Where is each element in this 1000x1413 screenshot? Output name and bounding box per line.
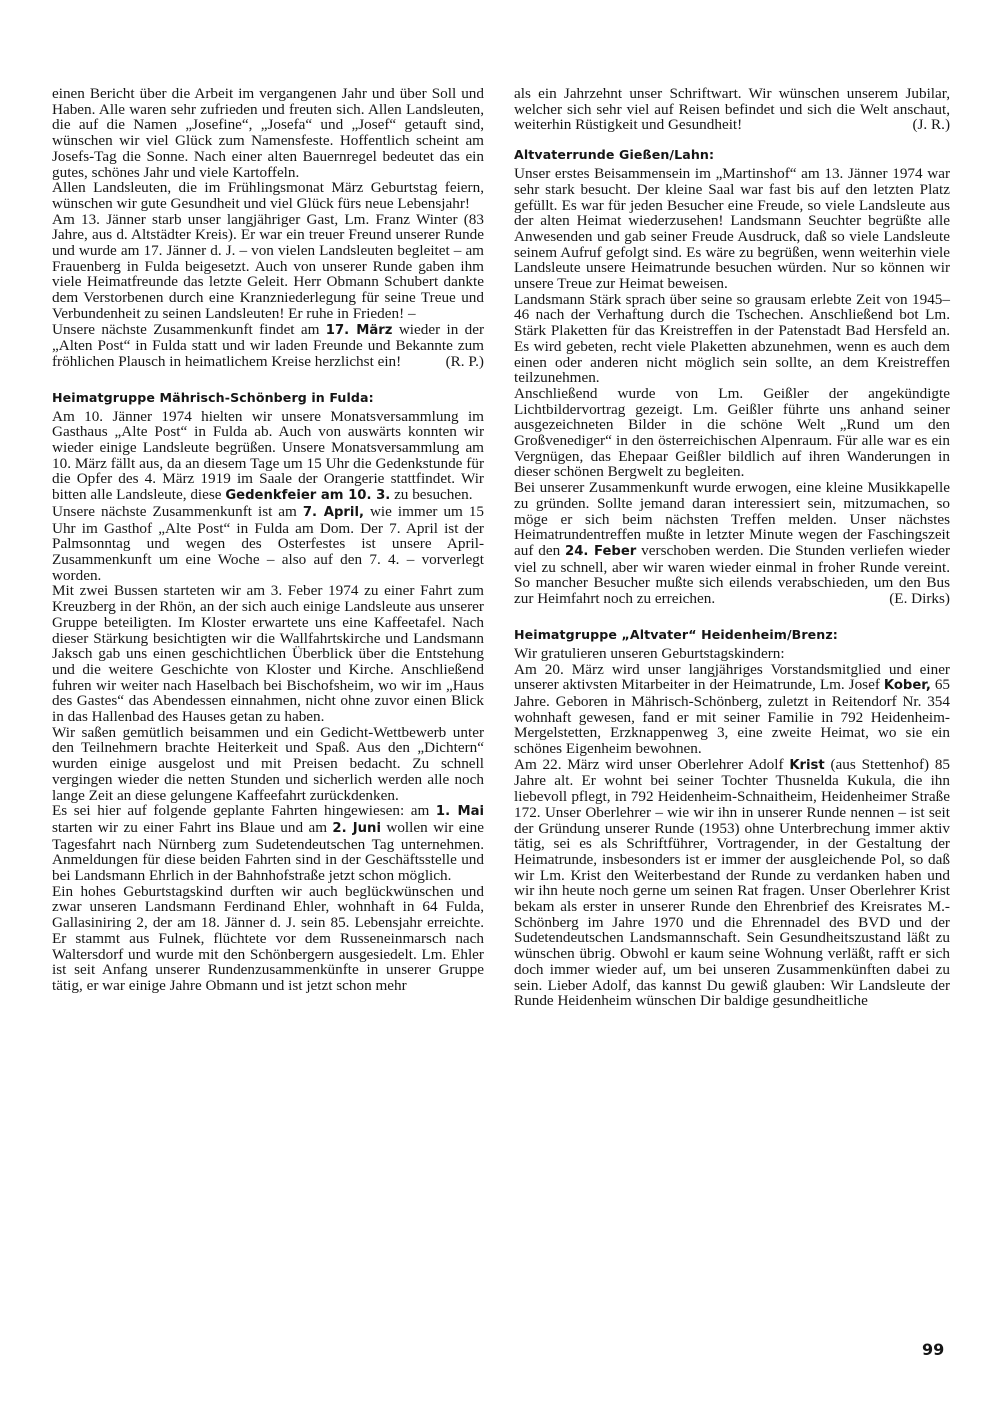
heidenheim-paragraph-2: Am 20. März wird unser langjähriges Vorstandsmitglied und einer unserer aktivsten Mitarbeiter in der Heimatrunde, Lm. Josef Kober, 65 Jahre. Geboren in Mährisch-Schönberg, zuletzt in Reitendorf Nr. 354 wohnhaft gewesen, fand er mit seiner Familie in 792 Heidenheim-Mergelstetten, Erzknappenweg 3, eine zweite Heimat, wo sie ein schönes Eigenheim bewohnen.: [514, 660, 950, 758]
member-name-kober: Kober,: [883, 678, 931, 694]
heidenheim-paragraph-3: Am 22. März wird unser Oberlehrer Adolf Krist (aus Stettenhof) 85 Jahre alt. Er wohnt bei seiner Tochter Thusnelda Kukula, die ihn liebevoll pflegt, in 792 Heidenheim-Schnaitheim, Heidenheimer Straße 172. Unser Oberlehrer – wie wir ihn in unserer Runde nennen – ist seit der Gründung unserer Runde (1953) ohne Unterbrechung immer aktiv tätig, sei es als Schriftführer, Vortragender, in der Gestaltung der Heimatrunde, insbesonders ist er immer der ausgleichende Pol, so daß wir Lm. Krist den Weiterbestand der Runde zu verdanken haben und wir ihn heute noch gerne um seinen Rat fragen. Unser Oberlehrer Krist bekam als erster in unserer Runde den Ehrenbrief des Kreisrates M.-Schönberg im Jahre 1970 und die Ehrennadel des BVD und der Sudetendeutschen Landsmannschaft. Sein Gesundheitszustand läßt zu wünschen übrig. Obwohl er kaum seine Wohnung verläßt, rafft er sich doch immer wieder auf, um bei unseren Zusammenkünften dabei zu sein. Lieber Adolf, das kannst Du gewiß glauben: Wir Landsleute der Runde Heidenheim wünschen Dir baldige gesundheitliche: [514, 755, 951, 1010]
fulda-paragraph-2: Unsere nächste Zusammenkunft ist am 7. April, wie immer um 15 Uhr im Gasthof „Alte Post“ in Fulda am Dom. Der 7. April ist der Palmsonntag und wegen des Osterfestes ist unsere April-Zusammenkunft um eine Woche – also auf den 7. 4. – vorverlegt worden.: [52, 502, 485, 584]
giessen-paragraph-4: Bei unserer Zusammenkunft wurde erwogen, eine kleine Musikkapelle zu gründen. Sollte jemand daran interessiert sein, mitzumachen, so möge er sich beim nächsten Treffen melden. Unser nächstes Heimatrundentreffen mußte in letzter Minute wegen der Faschingszeit auf den 24. Feber verschoben werden. Die Stunden verliefen wieder viel zu schnell, aber wir waren wieder einmal in froher Runde vereint. So mancher Besucher mußte sich eilends verabschieden, um den Bus zur Heimfahrt noch zu erreichen. (E. Dirks): [514, 479, 951, 608]
obituary-paragraph: Am 13. Jänner starb unser langjähriger Gast, Lm. Franz Winter (83 Jahre, aus d. Altstädter Kreis). Er war ein treuer Freund unserer Runde und wurde am 17. Jänner d. J. – von vielen Landsleuten begleitet – am Frauenberg in Fulda beigesetzt. Auch von unserer Runde gaben ihm viele Heimatfreunde das letzte Geleit. Herr Obmann Schubert dankte dem Verstorbenen durch eine Kranzniederlegung für seine Treue und Verbundenheit zu seinen Landsleuten! Er ruhe in Frieden! –: [52, 210, 484, 322]
giessen-paragraph-1: Unser erstes Beisammensein im „Martinshof“ am 13. Jänner 1974 war sehr stark besucht. Der kleine Saal war fast bis auf den letzten Platz gefüllt. Es war für jeden Besucher eine Freude, so viele Landsleute aus der alten Heimat wiederzusehen! Landsmann Seuchter begrüßte alle Anwesenden und gab seiner Freude Ausdruck, daß so viele Landsleute seinem Aufruf gefolgt sind. Es wäre zu begrüßen, wenn weiterhin viele Landsleute unsere Heimatrunde besuchen würden. Nur so können wir unsere Treue zur Heimat beweisen.: [514, 165, 950, 293]
meeting-date: 17. März: [325, 322, 393, 338]
section-heading-heidenheim: Heimatgruppe „Altvater“ Heidenheim/Brenz:: [514, 626, 838, 642]
member-name-krist: Krist: [789, 757, 825, 773]
author-signature: (J. R.): [912, 116, 950, 134]
april-meeting-date: 7. April,: [302, 504, 364, 520]
intro-paragraph-2: Allen Landsleuten, die im Frühlingsmonat März Geburtstag feiern, wünschen wir gute Gesundheit und viel Glück fürs neue Lebensjahr!: [52, 179, 484, 212]
fulda-paragraph-3: Mit zwei Bussen starteten wir am 3. Feber 1974 zu einer Fahrt zum Kreuzberg in der Rhön, an der sich auch einige Landsleute aus unserer Gruppe beteiligten. Im Kloster erwartete uns eine Kaffeetafel. Nach dieser Stärkung besichtigten wir die Wallfahrtskirche und Landsmann Jaksch gab uns einen geschichtlichen Überblick über die Entstehung und die weitere Geschichte von Kloster und Kirche. Anschließend fuhren wir weiter nach Haselbach bei Bischofsheim, wo wir im „Haus des Gastes“ das Abendessen einnahmen, nicht ohne zuvor einen Blick in das Hallenbad des Hauses getan zu haben.: [52, 582, 484, 726]
trip-date-june: 2. Juni: [332, 820, 381, 836]
section-heading-giessen: Altvaterrunde Gießen/Lahn:: [514, 147, 715, 163]
author-signature: (E. Dirks): [889, 590, 950, 608]
section-heading-fulda: Heimatgruppe Mährisch-Schönberg in Fulda:: [52, 389, 374, 405]
fulda-paragraph-6: Ein hohes Geburtstagskind durften wir auch beglückwünschen und zwar unseren Landsmann Ferdinand Ehler, wohnhaft in 64 Fulda, Gallasiniring 2, der am 18. Jänner d. J. sein 85. Lebensjahr erreichte. Er stammt aus Fulnek, flüchtete vor dem Russeneinmarsch nach Waltersdorf und wurde mit den Schönbergern ausgesiedelt. Lm. Ehler ist seit Anfang unserer Rundenzusammenkünfte in unserer Gruppe tätig, er war einige Jahre Obmann und ist jetzt schon mehr: [52, 882, 484, 994]
giessen-paragraph-3: Anschließend wurde von Lm. Geißler der angekündigte Lichtbildervortrag gezeigt. Lm. Geißler führte uns anhand seiner ausgezeichneten Bilder in die schöne Welt „Rund um den Großvenediger“ in den österreichischen Alpenraum. Für alle war es ein Vergnügen, das Ehepaar Geißler bildlich auf ihren Wanderungen in dieser schönen Bergwelt zu begleiten.: [514, 384, 950, 481]
page-number: 99: [922, 1340, 945, 1359]
memorial-date: Gedenkfeier am 10. 3.: [225, 488, 391, 504]
right-column: [514, 86, 950, 1009]
fulda-paragraph-5: Es sei hier auf folgende geplante Fahrten hingewiesen: am 1. Mai starten wir zu einer Fahrt ins Blaue und am 2. Juni wollen wir eine Tagesfahrt nach Nürnberg zum Sudetendeutschen Tag unternehmen. Anmeldungen für diese beiden Fahrten sind in der Geschäftsstelle und bei Landsmann Ehrlich in der Bahnhofstraße jetzt schon möglich.: [52, 802, 485, 885]
next-meeting-paragraph: Unsere nächste Zusammenkunft findet am 17. März wieder in der „Alten Post“ in Fulda statt und wir laden Freunde und Bekannte zum fröhlichen Plausch in heimatlichem Kreise herzlichst ein! (R. P.): [52, 320, 485, 370]
author-signature: (R. P.): [445, 352, 484, 370]
giessen-paragraph-2: Landsmann Stärk sprach über seine so grausam erlebte Zeit von 1945–46 nach der Verhaftung durch die Tschechen. Anschließend bot Lm. Stärk Plaketten für das Kreistreffen in der Patenstadt Bad Hersfeld an. Es wird gebeten, recht viele Plaketten abzunehmen, wenn es auch dem einen oder anderen nicht möglich sein sollte, an dem Kreistreffen teilzunehmen.: [514, 290, 950, 387]
left-column: [52, 86, 484, 994]
next-meeting-date: 24. Feber: [565, 543, 637, 559]
fulda-paragraph-4: Wir saßen gemütlich beisammen und ein Gedicht-Wettbewerb unter den Teilnehmern brachte Heiterkeit und Spaß. Aus den „Dichtern“ wurden einige ausgelost und mit Preisen bedacht. Zu schnell vergingen wieder die netten Stunden und sicherlich werden alle noch lange Zeit an diese gelungene Kaffeefahrt zurückdenken.: [52, 723, 484, 804]
trip-date-may: 1. Mai: [435, 804, 484, 820]
fulda-paragraph-1: Am 10. Jänner 1974 hielten wir unsere Monatsversammlung im Gasthaus „Alte Post“ in Fulda ab. Auch von auswärts konnten wir wieder einige Landsleute begrüßen. Unsere Monatsversammlung am 10. März fällt aus, da an diesem Tage um 15 Uhr die Gedenkstunde für die Opfer des 4. März 1919 im Saale der Orangerie stattfindet. Wir bitten alle Landsleute, diese Gedenkfeier am 10. 3. zu besuchen.: [52, 407, 484, 504]
continuation-paragraph: als ein Jahrzehnt unser Schriftwart. Wir wünschen unserem Jubilar, welcher sich sehr viel auf Reisen befindet und sich die Welt anschaut, weiterhin Rüstigkeit und Gesundheit! (J. R.): [514, 85, 950, 134]
heidenheim-paragraph-1: Wir gratulieren unseren Geburtstagskindern:: [514, 644, 785, 662]
intro-paragraph-1: einen Bericht über die Arbeit im vergangenen Jahr und über Soll und Haben. Alle waren sehr zufrieden und freuten sich. Allen Landsleuten, die auf die Namen „Josefine“, „Josefa“ und „Josef“ getauft sind, wünschen wir viel Glück zum Namensfeste. Hoffentlich scheint am Josefs-Tag die Sonne. Nach einer alten Bauernregel bedeutet das ein gutes, schönes Jahr und viele Kartoffeln.: [52, 85, 484, 181]
